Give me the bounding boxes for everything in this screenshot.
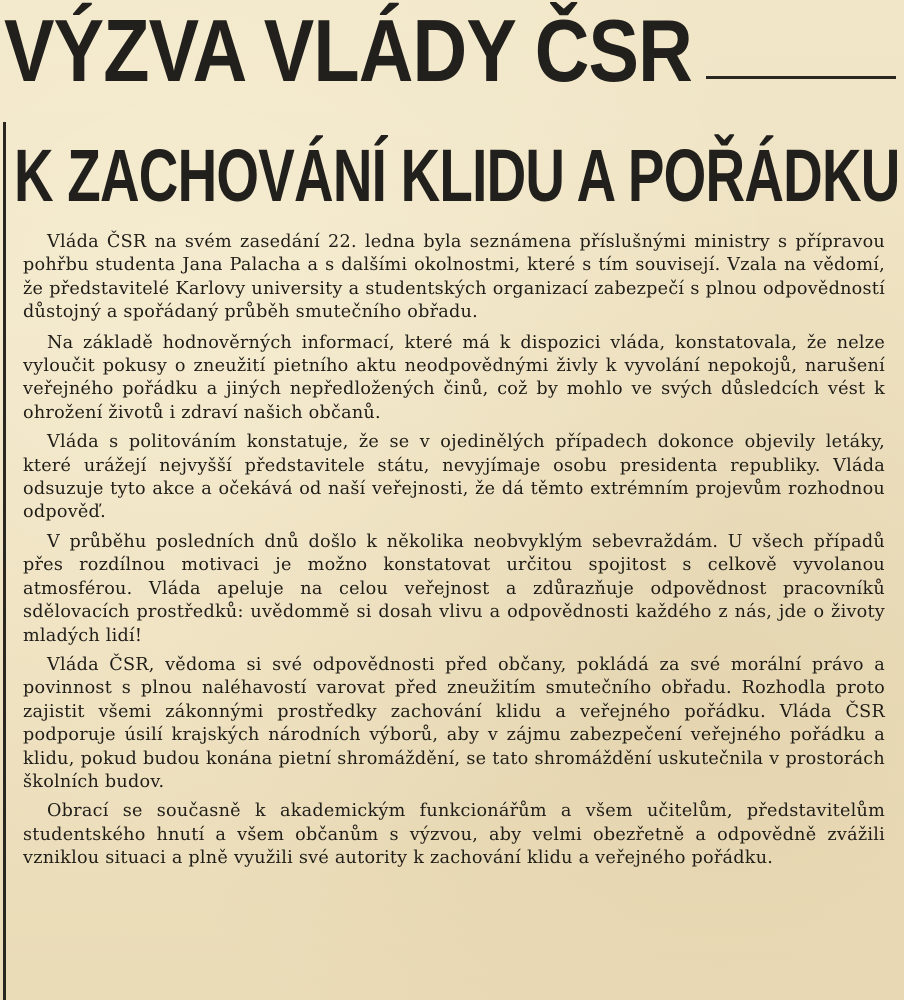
headline-line-1: VÝZVA VLÁDY ČSR [4, 1, 692, 100]
article-body [23, 231, 885, 877]
paragraph-1: Vláda ČSR na svém zasedání 22. ledna byla seznámena příslušnými ministry s přípravou pohřbu studenta Jana Palacha a s dalšími okolnostmi, které s tím souvisejí. Vzala na vědomí, že představitelé Karlovy university a studentských organizací zabezpečí s plnou odpovědností důstojný a spořádaný průběh smutečního obřadu. [23, 232, 885, 323]
headline-line-2: K ZACHOVÁNÍ KLIDU A POŘÁDKU [14, 134, 900, 217]
paragraph-3: Vláda s politováním konstatuje, že se v ojedinělých případech dokonce objevily letáky, které urážejí nejvyšší představitele státu, nevyjímaje osobu presidenta republiky. Vláda odsuzuje tyto akce a očekává od naší veřejnosti, že dá těmto extrémním projevům rozhodnou odpověď. [23, 432, 885, 523]
left-column-rule [3, 122, 6, 1000]
paragraph-2: Na základě hodnověrných informací, které má k dispozici vláda, konstatovala, že nelze vyloučit pokusy o zneužití pietního aktu neodpovědnými živly k vyvolání nepokojů, narušení veřejného pořádku a jiných nepředložených činů, což by mohlo ve svých důsledcích vést k ohrožení životů i zdraví našich občanů. [23, 332, 885, 423]
paragraph-4: V průběhu posledních dnů došlo k několika neobvyklým sebevraždám. U všech případů přes rozdílnou motivaci je možno konstatovat určitou spojitost s celkově vyvolanou atmosférou. Vláda apeluje na celou veřejnost a zdůrazňuje odpovědnost pracovníků sdělovacích prostředků: uvědommě si dosah vlivu a odpovědnosti každého z nás, jde o životy mladých lidí! [23, 531, 885, 646]
headline-rule [706, 76, 896, 79]
paragraph-6: Obrací se současně k akademickým funkcionářům a všem učitelům, představitelům studentského hnutí a všem občanům s výzvou, aby velmi obezřetně a odpovědně zvážili vzniklou situaci a plně využili své autority k zachování klidu a veřejného pořádku. [23, 801, 885, 869]
paragraph-5: Vláda ČSR, vědoma si své odpovědnosti před občany, pokládá za své morální právo a povinnost s plnou naléhavostí varovat před zneužitím smutečního obřadu. Rozhodla proto zajistit všemi zákonnými prostředky zachování klidu a veřejného pořádku. Vláda ČSR podporuje úsilí krajských národních výborů, aby v zájmu zabezpečení veřejného pořádku a klidu, pokud budou konána pietní shromáždění, se tato shromáždění uskutečnila v prostorách školních budov. [23, 654, 885, 792]
